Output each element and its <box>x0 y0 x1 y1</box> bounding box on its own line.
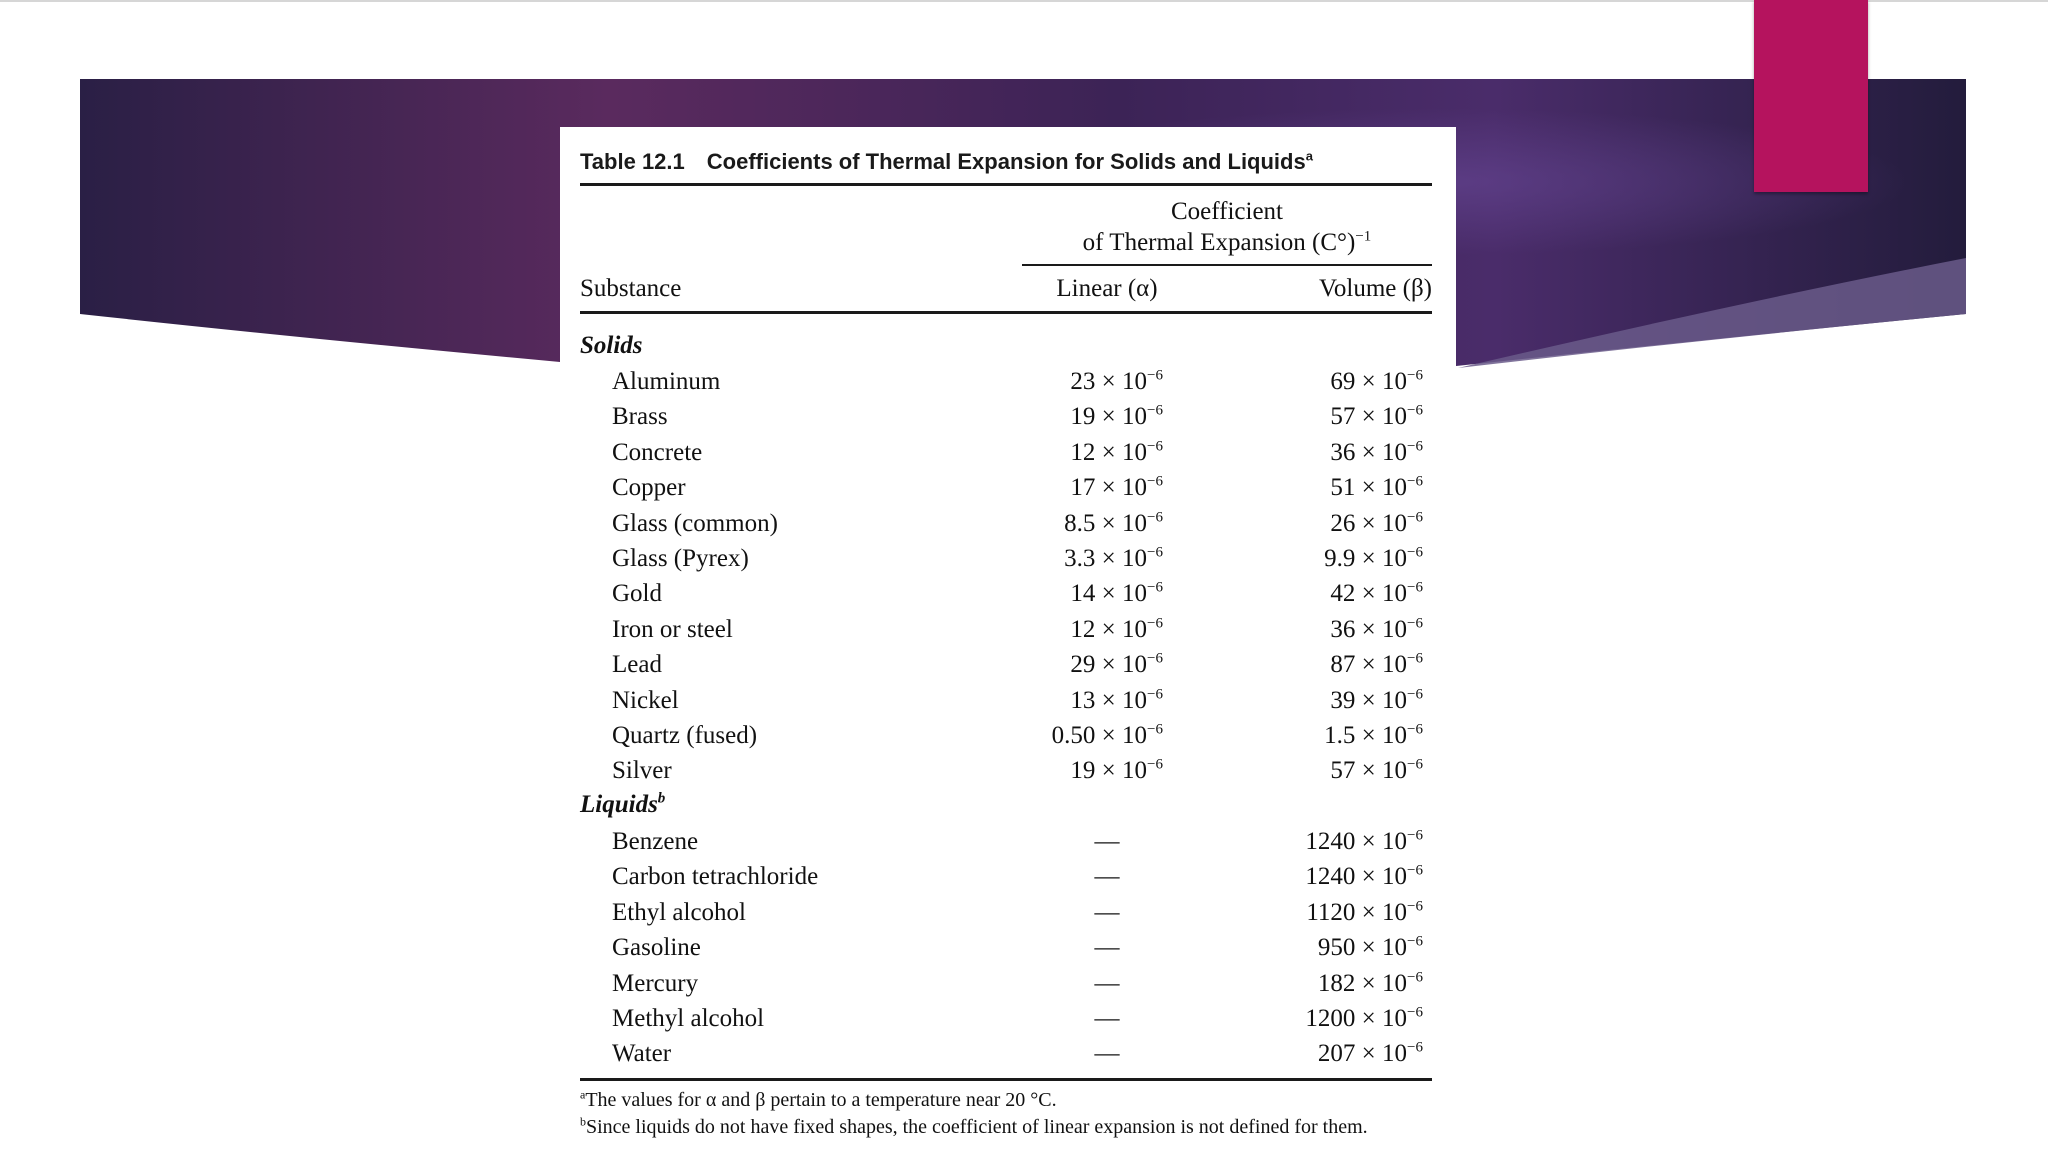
header-rule <box>580 311 1432 314</box>
substance-name: Gold <box>612 580 662 608</box>
volume-coefficient: $1200 \times 10^{-6}$ <box>1305 1004 1423 1032</box>
volume-coefficient: $36 \times 10^{-6}$ <box>1330 615 1423 643</box>
linear-coefficient: $13 \times 10^{-6}$ <box>1070 686 1163 714</box>
footnote-b: $^b$Since liquids do not have fixed shapes, the coefficient of linear expansion is not defined for them. <box>580 1114 1368 1138</box>
section-label-liquids: Liquids$^b$ <box>580 790 666 818</box>
volume-coefficient: $9.9 \times 10^{-6}$ <box>1324 544 1423 572</box>
volume-coefficient: $57 \times 10^{-6}$ <box>1330 757 1423 785</box>
linear-coefficient: $3.3 \times 10^{-6}$ <box>1064 544 1163 572</box>
linear-coefficient: $29 \times 10^{-6}$ <box>1070 650 1163 679</box>
table-bottom-rule <box>580 1078 1432 1081</box>
linear-coefficient: $23 \times 10^{-6}$ <box>1070 367 1163 395</box>
substance-name: Gasoline <box>612 934 701 962</box>
linear-coefficient: $12 \times 10^{-6}$ <box>1070 438 1163 466</box>
substance-name: Iron or steel <box>612 615 733 643</box>
volume-coefficient: $1.5 \times 10^{-6}$ <box>1324 721 1423 749</box>
linear-coefficient: — <box>1094 1040 1120 1068</box>
linear-coefficient: — <box>1094 898 1120 926</box>
footnote-a: $^a$The values for α and β pertain to a temperature near 20 °C. <box>580 1087 1057 1111</box>
coefficient-header-line2: of Thermal Expansion $(C^\circ)^{-1}$ <box>1082 228 1372 256</box>
table-number: Table 12.1 <box>580 149 685 174</box>
linear-coefficient: — <box>1094 1005 1120 1032</box>
substance-name: Benzene <box>612 828 699 855</box>
substance-name: Nickel <box>612 686 679 714</box>
substance-name: Ethyl alcohol <box>612 898 746 926</box>
column-header-volume: Volume (β) <box>1319 275 1432 302</box>
linear-coefficient: — <box>1094 934 1120 962</box>
substance-name: Silver <box>612 757 672 785</box>
substance-name: Concrete <box>612 438 703 466</box>
caption-rule <box>580 183 1432 186</box>
linear-coefficient: $12 \times 10^{-6}$ <box>1070 615 1163 643</box>
substance-name: Quartz (fused) <box>612 722 758 749</box>
volume-coefficient: $69 \times 10^{-6}$ <box>1330 367 1423 395</box>
substance-name: Aluminum <box>612 368 721 395</box>
volume-coefficient: $1120 \times 10^{-6}$ <box>1306 898 1423 926</box>
substance-name: Glass (common) <box>612 509 778 537</box>
volume-coefficient: $207 \times 10^{-6}$ <box>1317 1040 1423 1068</box>
coefficient-header-rule <box>1022 264 1432 266</box>
volume-coefficient: $39 \times 10^{-6}$ <box>1330 686 1423 714</box>
linear-coefficient: $8.5 \times 10^{-6}$ <box>1064 509 1163 537</box>
substance-name: Mercury <box>612 969 699 997</box>
linear-coefficient: $19 \times 10^{-6}$ <box>1070 403 1163 431</box>
volume-coefficient: $57 \times 10^{-6}$ <box>1330 403 1423 431</box>
volume-coefficient: $36 \times 10^{-6}$ <box>1330 438 1423 466</box>
substance-name: Water <box>612 1040 672 1068</box>
volume-coefficient: $950 \times 10^{-6}$ <box>1317 933 1423 962</box>
column-header-linear: Linear (α) <box>1056 275 1158 302</box>
table-title-note-mark: a <box>1305 148 1313 164</box>
linear-coefficient: — <box>1094 863 1120 891</box>
volume-coefficient: $1240 \times 10^{-6}$ <box>1305 827 1423 855</box>
linear-coefficient: $14 \times 10^{-6}$ <box>1070 580 1163 608</box>
substance-name: Carbon tetrachloride <box>612 863 819 891</box>
column-header-substance: Substance <box>580 275 682 302</box>
substance-name: Glass (Pyrex) <box>612 545 749 572</box>
linear-coefficient: $17 \times 10^{-6}$ <box>1070 473 1163 502</box>
substance-name: Copper <box>612 474 686 502</box>
substance-name: Brass <box>612 403 668 431</box>
linear-coefficient: $0.50 \times 10^{-6}$ <box>1051 721 1163 749</box>
linear-coefficient: — <box>1094 969 1120 997</box>
coefficient-header-line1: Coefficient <box>1171 198 1283 225</box>
linear-coefficient: $19 \times 10^{-6}$ <box>1070 757 1163 785</box>
substance-name: Lead <box>612 651 662 679</box>
volume-coefficient: $87 \times 10^{-6}$ <box>1330 650 1423 679</box>
accent-tab <box>1754 0 1868 192</box>
volume-coefficient: $182 \times 10^{-6}$ <box>1317 969 1423 997</box>
table-title: Coefficients of Thermal Expansion for Solids and Liquids <box>706 149 1306 174</box>
volume-coefficient: $26 \times 10^{-6}$ <box>1330 509 1423 537</box>
substance-name: Methyl alcohol <box>612 1005 765 1032</box>
linear-coefficient: — <box>1094 828 1120 855</box>
volume-coefficient: $1240 \times 10^{-6}$ <box>1305 863 1423 891</box>
volume-coefficient: $51 \times 10^{-6}$ <box>1330 473 1423 502</box>
table-caption <box>580 149 1432 175</box>
section-label-solids: Solids <box>580 332 643 359</box>
volume-coefficient: $42 \times 10^{-6}$ <box>1330 580 1423 608</box>
thermal-expansion-table <box>560 127 1456 1152</box>
